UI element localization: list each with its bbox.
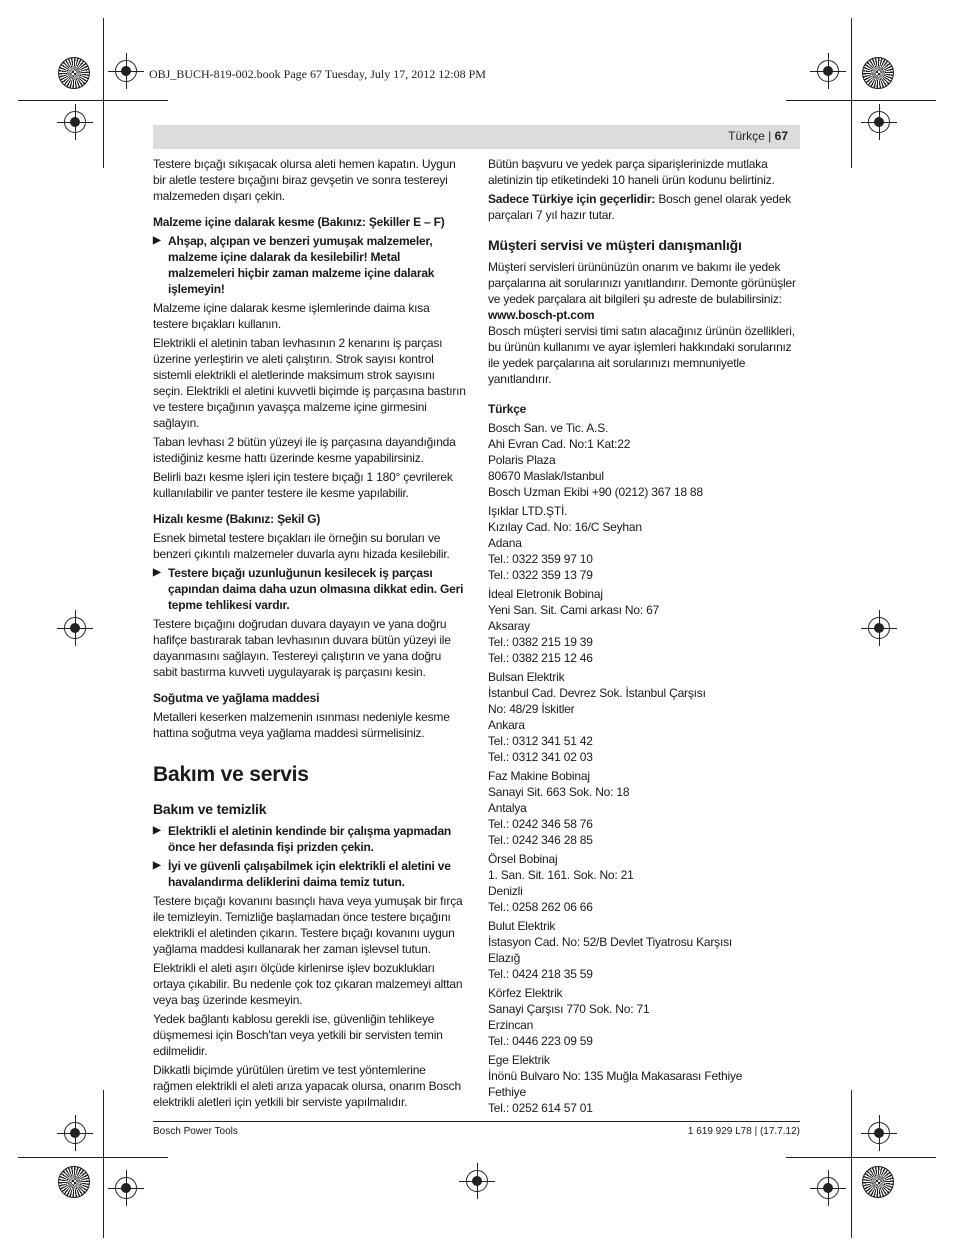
registration-mark-icon	[64, 1122, 86, 1144]
address-line: Fethiye	[488, 1085, 526, 1099]
paragraph: Bosch müşteri servisi timi satın alacağınız ürünün özellikleri, bu ürünün kullanımı ve ayar işlemleri hakkındaki sorularınız ile yedek parçalarına ait sorularınızı memnuniyetle yanıtlandırır.	[488, 324, 795, 386]
address-line: Ege Elektrik	[488, 1053, 550, 1067]
paragraph: Elektrikli el aletinin taban levhasının 2 kenarını iş parçası üzerine yerleştirin ve aleti çalıştırın. Strok sayısı kontrol sistemli elektrikli el aletlerinde maksimum strok sayısını seçin. Elektrikli el aletini kuvvetli biçimde iş parçasına bastırın ve testere bıçağının yavaşça malzeme içine girmesini sağlayın.	[153, 336, 466, 430]
registration-mark-icon	[115, 60, 137, 82]
paragraph: Testere bıçağı kovanını basınçlı hava veya yumuşak bir fırça ile temizleyin. Temizliğe başlamadan önce testere bıçağını elektrikli el aletinden çıkarın. Testere bıçağı kovanını uygun yağlama maddesi kullanarak her zaman işlevsel tutun.	[153, 894, 463, 956]
website-link[interactable]: www.bosch-pt.com	[488, 308, 595, 322]
registration-star-icon	[862, 57, 894, 89]
paragraph: Taban levhası 2 bütün yüzeyi ile iş parçasına dayandığında istediğiniz kesme hattı üzerinde kesme yapabilirsiniz.	[153, 435, 456, 465]
address-line: Işıklar LTD.ŞTİ.	[488, 504, 568, 518]
address-line: Polaris Plaza	[488, 453, 556, 467]
crop-mark	[103, 1090, 104, 1238]
registration-star-icon	[862, 1166, 894, 1198]
paragraph: Yedek bağlantı kablosu gerekli ise, güvenliğin tehlikeye düşmemesi için Bosch'tan veya yetkili bir servisten temin edilmelidir.	[153, 1012, 443, 1058]
address-line: Körfez Elektrik	[488, 986, 563, 1000]
address-line: Kızılay Cad. No: 16/C Seyhan	[488, 520, 642, 534]
address-line: Tel.: 0312 341 02 03	[488, 750, 593, 764]
address-line: 1. San. Sit. 161. Sok. No: 21	[488, 868, 634, 882]
address-line: Aksaray	[488, 619, 530, 633]
registration-mark-icon	[868, 1122, 890, 1144]
chapter-title: Bakım ve servis	[153, 763, 309, 786]
footer-code: 1 619 929 L78 | (17.7.12)	[687, 1126, 800, 1137]
address-line: Sanayi Sit. 663 Sok. No: 18	[488, 785, 630, 799]
registration-mark-icon	[64, 111, 86, 133]
address-line: Bosch San. ve Tic. A.S.	[488, 421, 609, 435]
crop-mark	[786, 100, 936, 101]
address-line: Bosch Uzman Ekibi +90 (0212) 367 18 88	[488, 485, 703, 499]
paragraph: Malzeme içine dalarak kesme işlemlerinde daima kısa testere bıçakları kullanın.	[153, 301, 430, 331]
address-line: Faz Makine Bobinaj	[488, 769, 590, 783]
address-line: Bulsan Elektrik	[488, 670, 565, 684]
paragraph: Metalleri keserken malzemenin ısınması nedeniyle kesme hattına soğutma veya yağlama maddesi sürmelisiniz.	[153, 710, 450, 740]
paragraph: Elektrikli el aleti aşırı ölçüde kirlenirse işlev bozuklukları ortaya çıkabilir. Bu nedenle çok toz çıkaran malzemeyi alttan veya baş üzerinde kesmeyin.	[153, 961, 463, 1007]
address-line: Ahi Evran Cad. No:1 Kat:22	[488, 437, 631, 451]
triangle-bullet-icon: ▶	[153, 567, 161, 578]
registration-mark-icon	[115, 1177, 137, 1199]
triangle-bullet-icon: ▶	[153, 825, 161, 836]
section-heading: Soğutma ve yağlama maddesi	[153, 691, 320, 705]
registration-mark-icon	[817, 60, 839, 82]
paragraph: Müşteri servisleri ürününüzün onarım ve bakımı ile yedek parçalarına ait sorularınızı yanıtlandırır. Demonte görünüşler ve yedek parçalara ait bilgileri şu adreste de bulabilirsiniz:	[488, 260, 796, 306]
warning-text: Ahşap, alçıpan ve benzeri yumuşak malzemeler, malzeme içine dalarak da kesilebilir! Metal malzemeleri hiçbir zaman malzeme içine dalarak işlemeyin!	[168, 234, 435, 296]
paragraph: Testere bıçağını doğrudan duvara dayayın ve yana doğru hafifçe bastırarak taban levhasının duvara bütün yüzeyi ile dayanmasını sağlayın. Testereyi çalıştırın ve yana doğru sabit bastırma kuvveti uygulayarak iş parçasını kesin.	[153, 617, 451, 679]
address-line: Tel.: 0258 262 06 66	[488, 900, 593, 914]
crop-mark	[18, 100, 168, 101]
paragraph-rest: Bosch genel olarak yedek parçaları 7 yıl hazır tutar.	[488, 192, 791, 222]
address-line: Tel.: 0446 223 09 59	[488, 1034, 593, 1048]
paragraph: Testere bıçağı sıkışacak olursa aleti hemen kapatın. Uygun bir aletle testere bıçağını biraz gevşetin ve sonra testereyi malzemeden dışarı çekin.	[153, 157, 456, 203]
paragraph: Esnek bimetal testere bıçakları ile örneğin su boruları ve benzeri çıkıntılı malzemeler duvarla aynı hizada kesilebilir.	[153, 531, 450, 561]
country-heading: Türkçe	[488, 402, 527, 416]
address-block	[488, 586, 800, 666]
left-column	[153, 156, 466, 1113]
address-line: No: 48/29 İskitler	[488, 702, 575, 716]
registration-mark-icon	[64, 617, 86, 639]
warning-text: Elektrikli el aletinin kendinde bir çalışma yapmadan önce her defasında fişi prizden çekin.	[168, 824, 452, 854]
header-separator: |	[768, 129, 772, 143]
address-line: Tel.: 0242 346 28 85	[488, 833, 593, 847]
crop-mark	[103, 18, 104, 168]
address-block	[488, 768, 800, 848]
paragraph: Dikkatli biçimde yürütülen üretim ve test yöntemlerine rağmen elektrikli el aleti arıza yapacak olursa, onarım Bosch elektrikli aletleri için yetkili bir serviste yapılmalıdır.	[153, 1063, 461, 1109]
address-line: Denizli	[488, 884, 523, 898]
address-line: Tel.: 0242 346 58 76	[488, 817, 593, 831]
triangle-bullet-icon: ▶	[153, 860, 161, 871]
address-line: Elazığ	[488, 951, 521, 965]
file-info: OBJ_BUCH-819-002.book Page 67 Tuesday, July 17, 2012 12:08 PM	[149, 67, 486, 81]
address-line: Tel.: 0322 359 13 79	[488, 568, 593, 582]
warning-text: Testere bıçağı uzunluğunun kesilecek iş parçası çapından daima daha uzun olmasına dikkat edin. Geri tepme tehlikesi vardır.	[168, 566, 464, 612]
section-heading: Hizalı kesme (Bakınız: Şekil G)	[153, 512, 321, 526]
address-line: Örsel Bobinaj	[488, 852, 558, 866]
address-line: İnönü Bulvaro No: 135 Muğla Makasarası Fethiye	[488, 1069, 743, 1083]
right-column	[488, 156, 800, 1119]
registration-mark-icon	[817, 1177, 839, 1199]
warning-item	[153, 565, 466, 613]
address-line: Tel.: 0424 218 35 59	[488, 967, 593, 981]
warning-item	[153, 823, 466, 855]
address-block	[488, 669, 800, 765]
address-line: Tel.: 0322 359 97 10	[488, 552, 593, 566]
registration-mark-icon	[466, 1170, 488, 1192]
paragraph: Bütün başvuru ve yedek parça siparişlerinizde mutlaka aletinizin tip etiketindeki 10 haneli ürün kodunu belirtiniz.	[488, 157, 775, 187]
address-line: 80670 Maslak/Istanbul	[488, 469, 604, 483]
address-line: Tel.: 0252 614 57 01	[488, 1101, 593, 1115]
header-language: Türkçe	[728, 129, 765, 143]
warning-item	[153, 233, 466, 297]
address-block	[488, 1052, 800, 1116]
address-line: Antalya	[488, 801, 527, 815]
registration-star-icon	[58, 1166, 90, 1198]
registration-mark-icon	[868, 617, 890, 639]
warning-item	[153, 858, 466, 890]
warning-text: İyi ve güvenli çalışabilmek için elektrikli el aletini ve havalandırma deliklerini daima temiz tutun.	[168, 859, 451, 889]
crop-mark	[851, 1090, 852, 1238]
address-line: Ankara	[488, 718, 525, 732]
paragraph	[488, 191, 800, 223]
address-block	[488, 503, 800, 583]
header-text	[728, 129, 788, 143]
address-block	[488, 420, 800, 500]
triangle-bullet-icon: ▶	[153, 235, 161, 246]
crop-mark	[18, 1157, 168, 1158]
address-line: İdeal Eletronik Bobinaj	[488, 587, 603, 601]
footer-divider	[153, 1121, 800, 1122]
subsection-heading: Müşteri servisi ve müşteri danışmanlığı	[488, 237, 742, 253]
footer-brand: Bosch Power Tools	[153, 1126, 238, 1137]
crop-mark	[851, 18, 852, 168]
address-line: İstasyon Cad. No: 52/B Devlet Tiyatrosu Karşısı	[488, 935, 733, 949]
paragraph: Belirli bazı kesme işleri için testere bıçağı 1 180° çevrilerek kullanılabilir ve panter testere ile kesme yapılabilir.	[153, 470, 453, 500]
subsection-heading: Bakım ve temizlik	[153, 801, 267, 817]
crop-mark	[786, 1157, 936, 1158]
page-header	[153, 125, 800, 149]
registration-star-icon	[58, 57, 90, 89]
address-line: Bulut Elektrik	[488, 919, 556, 933]
address-line: İstanbul Cad. Devrez Sok. İstanbul Çarşısı	[488, 686, 706, 700]
address-line: Adana	[488, 536, 522, 550]
address-list	[488, 420, 800, 1116]
page-number: 67	[774, 129, 788, 143]
address-line: Tel.: 0382 215 19 39	[488, 635, 593, 649]
address-line: Yeni San. Sit. Cami arkası No: 67	[488, 603, 660, 617]
registration-mark-icon	[868, 111, 890, 133]
address-block	[488, 985, 800, 1049]
address-line: Tel.: 0382 215 12 46	[488, 651, 593, 665]
section-heading: Malzeme içine dalarak kesme (Bakınız: Şekiller E – F)	[153, 215, 445, 229]
address-block	[488, 918, 800, 982]
address-line: Sanayi Çarşısı 770 Sok. No: 71	[488, 1002, 650, 1016]
address-line: Tel.: 0312 341 51 42	[488, 734, 593, 748]
address-line: Erzincan	[488, 1018, 534, 1032]
address-block	[488, 851, 800, 915]
bold-lead: Sadece Türkiye için geçerlidir:	[488, 192, 656, 206]
